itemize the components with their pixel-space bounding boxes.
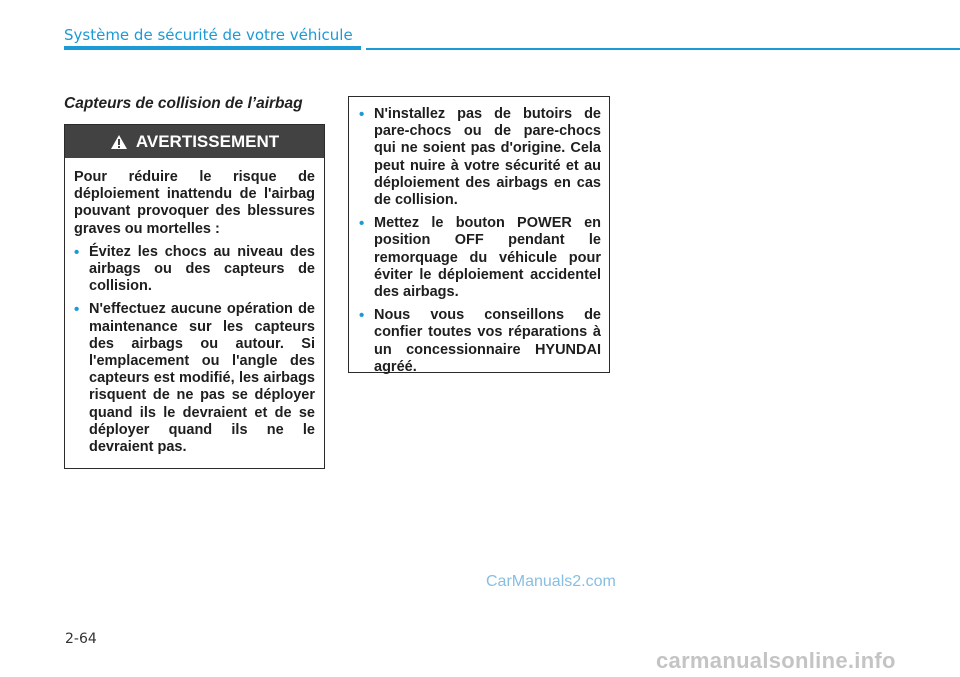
warning-triangle-icon: [110, 134, 128, 150]
bullet-icon: •: [359, 106, 365, 123]
bullet-icon: •: [359, 215, 365, 233]
subheading: Capteurs de collision de l’airbag: [64, 95, 303, 112]
list-item-text: Évitez les chocs au niveau des airbags ou des capteurs de collision.: [89, 243, 315, 295]
warning-intro: Pour réduire le risque de déploiement inattendu de l'airbag pouvant provoquer des blessures graves ou mortelles :: [74, 169, 315, 237]
watermark-link[interactable]: CarManuals2.com: [486, 573, 616, 590]
warning-continued-box: [348, 96, 610, 373]
warning-list: [74, 244, 315, 456]
list-item: [359, 215, 601, 301]
warning-header: [65, 125, 324, 158]
warning-box: [64, 124, 325, 469]
list-item-text: Nous vous conseillons de confier toutes vos réparations à un concessionnaire HYUNDAI agréé.: [374, 307, 601, 375]
warning-title: AVERTISSEMENT: [135, 131, 280, 151]
list-item: [359, 307, 601, 376]
list-item: [74, 244, 315, 296]
list-item-text: Mettez le bouton POWER en position OFF pendant le remorquage du véhicule pour éviter le déploiement accidentel des airbags.: [374, 215, 601, 301]
list-item: [74, 301, 315, 456]
header-bar-thin: [366, 48, 960, 50]
page-number: 2-64: [65, 631, 97, 647]
bullet-icon: •: [74, 243, 80, 261]
section-title: Système de sécurité de votre véhicule: [64, 26, 353, 44]
bullet-icon: •: [359, 307, 365, 325]
list-item-text: N'installez pas de butoirs de pare-chocs ou de pare-chocs qui ne soient pas d'origine. Cela peut nuire à votre sécurité et au déploiement des airbags en cas de collision.: [374, 106, 601, 209]
header-bar-thick: [64, 46, 361, 50]
list-item: [359, 106, 601, 209]
bullet-icon: •: [74, 301, 80, 319]
footer-watermark: carmanualsonline.info: [656, 648, 896, 673]
continued-list: [359, 106, 601, 376]
warning-body: [65, 158, 324, 456]
list-item-text: N'effectuez aucune opération de maintenance sur les capteurs des airbags ou autour. Si l'emplacement ou l'angle des capteurs est modifié, les airbags risquent de ne pas se déployer quand ils le devraient et de se déployer quand ils ne le devraient pas.: [89, 301, 315, 456]
